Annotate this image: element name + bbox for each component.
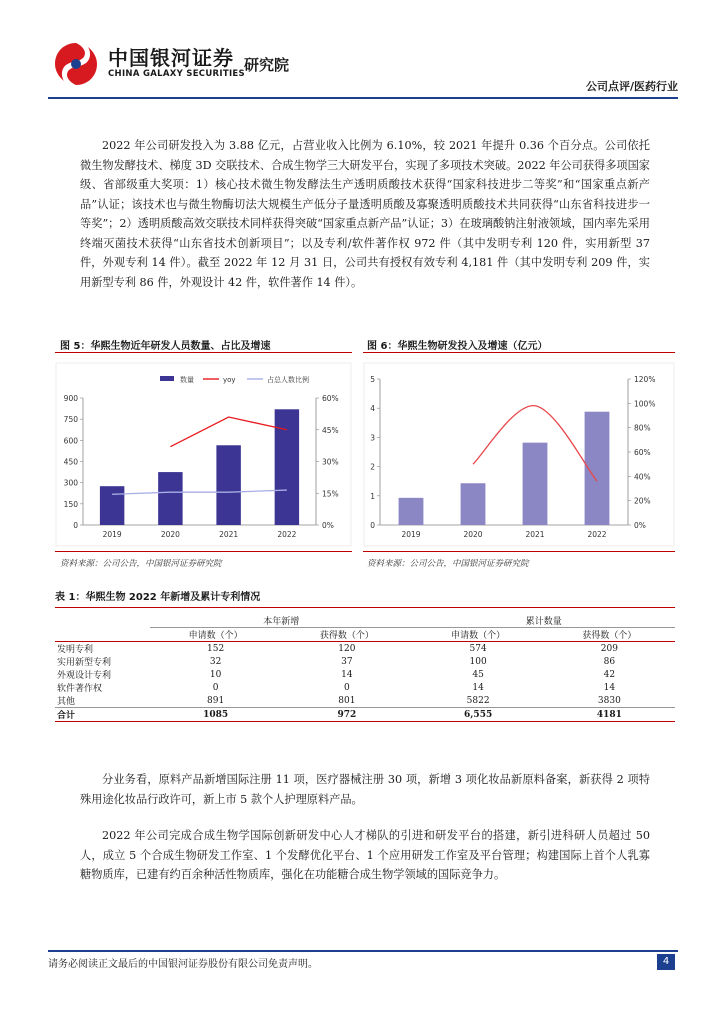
- legend-label: 占总人数比例: [267, 376, 309, 384]
- x-tick-label: 2021: [525, 530, 545, 539]
- y-tick-label-right: 40%: [634, 472, 651, 482]
- cell: 120: [338, 643, 356, 654]
- cell: 3830: [597, 695, 621, 706]
- cell: 32: [209, 656, 222, 667]
- y-tick-label-left: 300: [63, 478, 78, 488]
- patent-table: [55, 614, 675, 722]
- y-tick-label-right: 60%: [634, 448, 651, 457]
- fig5-top-rule: [55, 352, 352, 353]
- cell: 152: [207, 643, 225, 654]
- y-tick-label-left: 2: [370, 462, 375, 472]
- fig6-source: 资料来源：公司公告，中国银河证券研究院: [367, 559, 529, 569]
- x-tick-label: 2022: [277, 530, 297, 539]
- row-label: 发明专利: [57, 645, 94, 655]
- y-tick-label-right: 0%: [634, 521, 646, 530]
- x-tick-label: 2020: [160, 530, 180, 539]
- y-tick-label-left: 4: [370, 404, 375, 414]
- cell: 10: [209, 669, 222, 680]
- row-label: 其他: [57, 697, 76, 707]
- row-label: 外观设计专利: [57, 671, 112, 681]
- bar: [100, 486, 124, 525]
- row-label: 实用新型专利: [57, 658, 112, 668]
- x-tick-label: 2021: [219, 530, 239, 539]
- cell: 5822: [466, 695, 490, 706]
- footer-divider: [48, 950, 678, 952]
- bar: [523, 443, 548, 525]
- x-tick-label: 2019: [401, 530, 421, 539]
- x-tick-label: 2020: [463, 530, 483, 539]
- cell: 891: [207, 695, 225, 706]
- fig6-bottom-rule: [363, 551, 675, 552]
- cell: 100: [469, 656, 487, 667]
- fig5-bottom-rule: [55, 551, 352, 552]
- fig5-title: 图 5：华熙生物近年研发人员数量、占比及增速: [60, 341, 271, 352]
- sub-header: 申请数（个）: [188, 631, 243, 641]
- bar: [399, 498, 424, 525]
- logo-text-en: CHINA GALAXY SECURITIES: [108, 69, 245, 79]
- table-row: [55, 655, 675, 668]
- bar: [275, 409, 299, 525]
- y-tick-label-right: 45%: [322, 425, 339, 435]
- y-tick-label-right: 15%: [322, 489, 339, 499]
- table-group-header-row: [55, 614, 675, 628]
- cell: 972: [337, 709, 357, 720]
- sub-header: 获得数（个）: [319, 631, 374, 641]
- table-sub-header-row: [55, 628, 675, 642]
- y-tick-label-right: 0%: [322, 521, 334, 530]
- y-tick-label-right: 60%: [322, 394, 339, 403]
- x-tick-label: 2022: [587, 530, 607, 539]
- fig5-source: 资料来源：公司公告，中国银河证券研究院: [60, 559, 222, 569]
- footer-disclaimer: 请务必阅读正文最后的中国银河证券股份有限公司免责声明。: [48, 959, 318, 970]
- fig5-chart: [55, 362, 352, 547]
- legend-label: 数量: [180, 376, 194, 384]
- table-row: [55, 642, 675, 656]
- logo-text-cn: 中国银河证券: [108, 46, 234, 70]
- cell: 0: [344, 682, 350, 693]
- y-tick-label-left: 0: [73, 521, 78, 530]
- table-row: [55, 681, 675, 694]
- sub-header: 获得数（个）: [582, 631, 637, 641]
- bar: [158, 472, 182, 525]
- header-divider: [48, 97, 678, 99]
- y-tick-label-left: 0: [370, 521, 375, 530]
- cell: 209: [600, 643, 618, 654]
- paragraph-synbio: 2022 年公司完成合成生物学国际创新研发中心人才梯队的引进和研发平台的搭建，新引进科研人员超过 50 人，成立 5 个合成生物研发工作室、1 个发酵优化平台、1 个应用研发工作室及平台管理；构建国际上首个人乳寡糖物质库，已建有约百余种活性物质库，强化在功能糖合成生物学领域的国际竞争力。: [80, 829, 650, 881]
- cell: 0: [212, 682, 219, 693]
- cell: 37: [341, 656, 353, 667]
- bar: [216, 445, 240, 525]
- fig6-title: 图 6：华熙生物研发投入及增速（亿元）: [367, 341, 548, 352]
- table-row: [55, 694, 675, 708]
- y-tick-label-left: 150: [63, 499, 78, 509]
- y-tick-label-left: 1: [370, 491, 375, 501]
- cell: 1085: [203, 709, 229, 720]
- paragraph-rd-investment: 2022 年公司研发投入为 3.88 亿元，占营业收入比例为 6.10%，较 2021 年提升 0.36 个百分点。公司依托微生物发酵技术、梯度 3D 交联技术、合成生物学三大研发平台，实现了多项技术突破。2022 年公司获得多项国家级、省部级重大奖项：1）核心技术微生物发酵法生产透明质酸技术获得“国家科技进步二等奖”和“国家重点新产品”认证；该技术也与微生物酶切法大规模生产低分子量透明质酸及寡聚透明质酸技术共同获得“山东省科技进步一等奖”；2）透明质酸高效交联技术同样获得突破“国家重点新产品”认证；3）在玻璃酸钠注射液领域，国内率先采用终端灭菌技术获得“山东省技术创新项目”；以及专利/软件著作权 972 件（其中发明专利 120 件，实用新型 37 件，外观专利 14 件）。截至 2022 年 12 月 31 日，公司共有授权有效专利 4,181 件（其中发明专利 209 件，实用新型专利 86 件，外观设计 42 件，软件著作 14 件）。: [80, 139, 650, 289]
- group-header-total: 累计数量: [413, 614, 676, 628]
- cell: 14: [341, 669, 353, 680]
- sub-header: 申请数（个）: [451, 631, 506, 641]
- row-label: 合计: [57, 711, 76, 721]
- cell: 45: [472, 669, 484, 680]
- table-row: [55, 668, 675, 681]
- fig6-top-rule: [363, 352, 675, 353]
- y-tick-label-right: 100%: [634, 399, 656, 409]
- table1-top-rule: [55, 607, 675, 608]
- y-tick-label-right: 120%: [634, 375, 656, 384]
- y-tick-label-left: 900: [63, 394, 78, 403]
- y-tick-label-left: 750: [63, 415, 78, 425]
- page-number: 4: [657, 954, 675, 970]
- table1-title: 表 1：华熙生物 2022 年新增及累计专利情况: [55, 592, 261, 603]
- fig6-chart: [363, 362, 675, 547]
- paragraph-business: 分业务看，原料产品新增国际注册 11 项，医疗器械注册 30 项，新增 3 项化妆品新原料备案，新获得 2 项特殊用途化妆品行政许可，新上市 5 款个人护理原料产品。: [80, 773, 650, 806]
- series-line: [170, 417, 287, 447]
- row-label: 软件著作权: [57, 684, 103, 694]
- logo-institute: 研究院: [244, 56, 290, 74]
- legend-swatch: [160, 376, 174, 381]
- cell: 574: [469, 643, 487, 654]
- report-category: 公司点评/医药行业: [585, 80, 678, 93]
- y-tick-label-right: 80%: [634, 423, 651, 433]
- cell: 86: [603, 656, 616, 667]
- galaxy-logo-icon: [52, 40, 100, 88]
- y-tick-label-left: 450: [63, 457, 78, 467]
- cell: 6,555: [464, 709, 493, 720]
- cell: 4181: [596, 709, 622, 720]
- cell: 801: [338, 695, 356, 706]
- x-tick-label: 2019: [102, 530, 122, 539]
- y-tick-label-right: 30%: [322, 457, 339, 467]
- series-line: [112, 490, 287, 494]
- y-tick-label-left: 5: [370, 375, 375, 384]
- cell: 14: [603, 682, 616, 693]
- y-tick-label-left: 3: [370, 433, 375, 443]
- bar: [461, 483, 486, 525]
- group-header-new: 本年新增: [150, 614, 413, 628]
- y-tick-label-right: 20%: [634, 496, 651, 506]
- y-tick-label-left: 600: [63, 436, 78, 446]
- legend-label: yoy: [223, 376, 236, 384]
- table-total-row: [55, 708, 675, 722]
- page-header: [48, 38, 678, 98]
- cell: 14: [472, 682, 484, 693]
- cell: 42: [603, 669, 616, 680]
